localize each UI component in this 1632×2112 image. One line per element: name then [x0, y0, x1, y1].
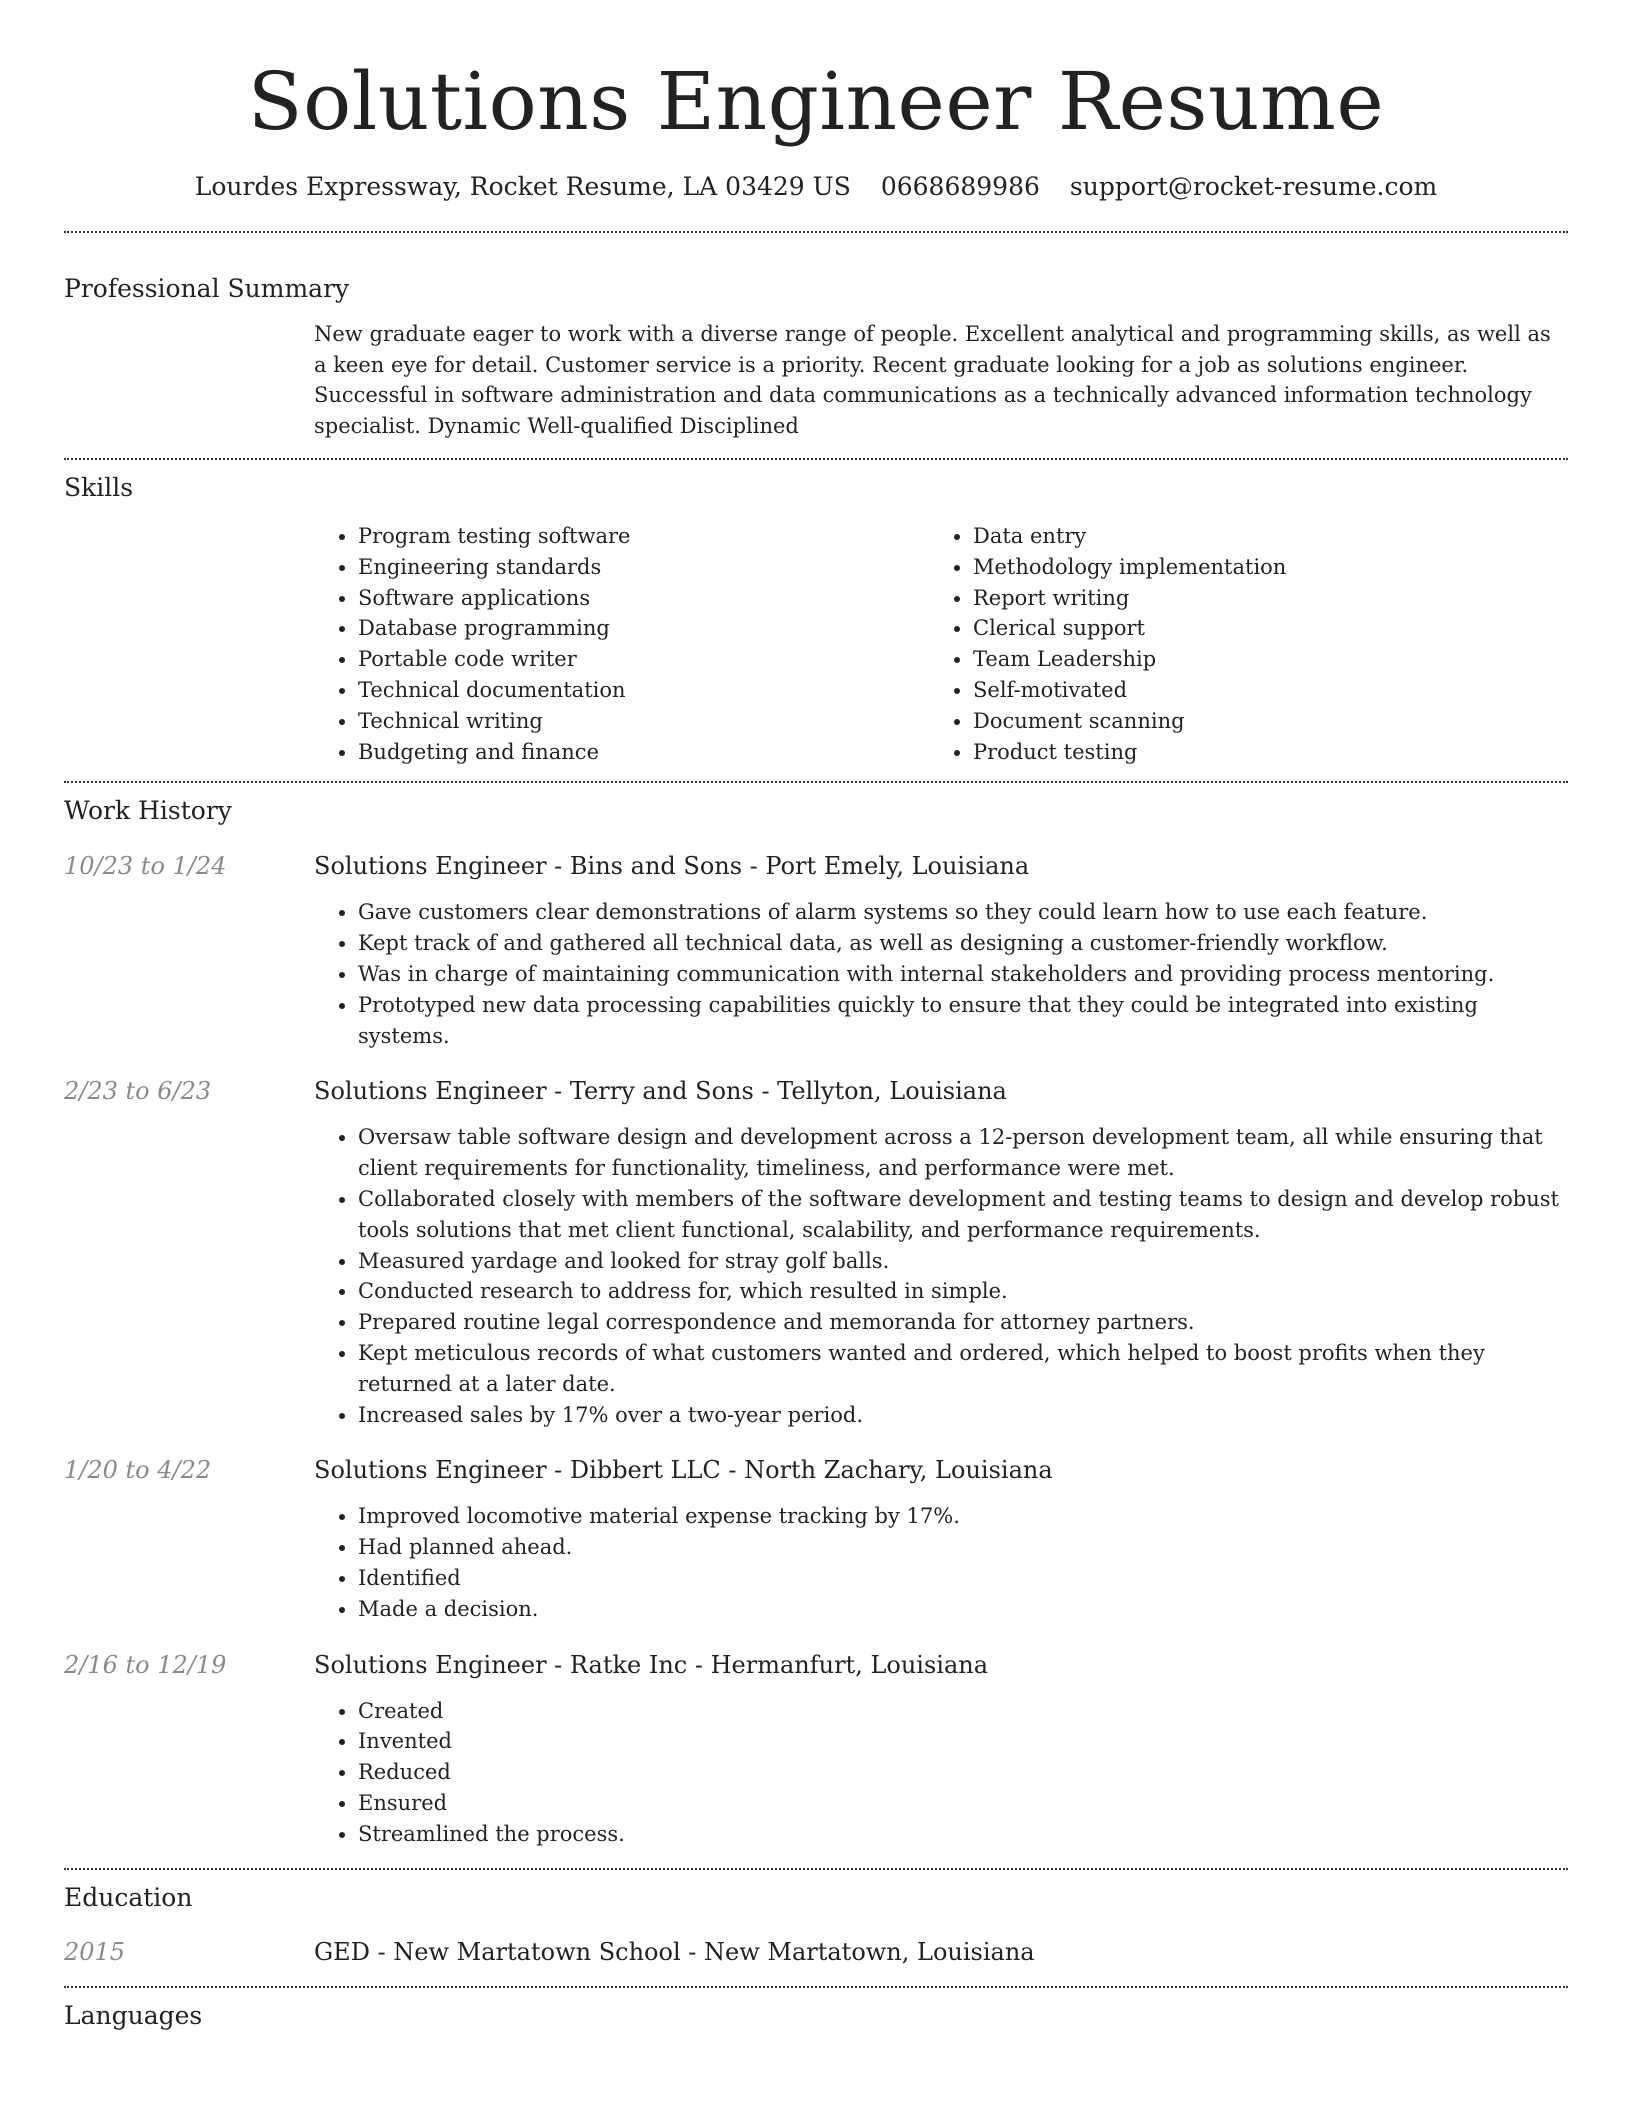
job-bullet: • Improved locomotive material expense tracking by 17%. [358, 1501, 1568, 1532]
skill-item: • Technical documentation [358, 675, 929, 706]
work-heading: Work History [64, 796, 232, 826]
job-bullet: • Prototyped new data processing capabilities quickly to ensure that they could be integrated into existing systems. [358, 990, 1568, 1052]
divider [64, 458, 1568, 460]
job-bullet: • Ensured [358, 1788, 1568, 1819]
job-entry [64, 1648, 1568, 1682]
education-heading: Education [64, 1882, 193, 1912]
job-entry [64, 849, 1568, 883]
skill-item: • Budgeting and finance [358, 737, 929, 768]
job-title: Solutions Engineer - Terry and Sons - Tellyton, Louisiana [314, 1077, 1007, 1106]
job-bullet: • Kept meticulous records of what customers wanted and ordered, which helped to boost profits when they returned at a later date. [358, 1338, 1568, 1400]
job-bullets [314, 897, 1568, 1051]
skill-item: • Database programming [358, 613, 929, 644]
job-bullet: • Increased sales by 17% over a two-year period. [358, 1400, 1568, 1431]
skill-item: • Methodology implementation [973, 552, 1544, 583]
skill-item: • Program testing software [358, 521, 929, 552]
job-entry [64, 1453, 1568, 1487]
job-date: 10/23 to 1/24 [64, 852, 227, 881]
skill-item: • Self-motivated [973, 675, 1544, 706]
resume-title: Solutions Engineer Resume [247, 55, 1385, 148]
skill-item: • Software applications [358, 583, 929, 614]
skill-item: • Engineering standards [358, 552, 929, 583]
job-bullet: • Identified [358, 1563, 1568, 1594]
job-title: Solutions Engineer - Dibbert LLC - North Zachary, Louisiana [314, 1456, 1053, 1485]
job-date: 2/23 to 6/23 [64, 1077, 212, 1106]
skills-list [314, 521, 1568, 767]
job-date: 1/20 to 4/22 [64, 1456, 212, 1485]
contact-line [64, 170, 1568, 204]
job-entry [64, 1074, 1568, 1108]
skill-item: • Data entry [973, 521, 1544, 552]
job-date: 2/16 to 12/19 [64, 1650, 227, 1679]
job-bullet: • Invented [358, 1726, 1568, 1757]
divider [64, 1986, 1568, 1988]
job-bullet: • Conducted research to address for, which resulted in simple. [358, 1276, 1568, 1307]
job-bullet: • Oversaw table software design and development across a 12-person development team, all while ensuring that client requirements for functionality, timeliness, and performance were met. [358, 1122, 1568, 1184]
resume-page [64, 0, 1568, 2033]
skill-item: • Clerical support [973, 613, 1544, 644]
skills-heading: Skills [64, 473, 134, 502]
education-date: 2015 [64, 1937, 126, 1966]
skill-item: • Portable code writer [358, 644, 929, 675]
contact-phone: 0668689986 [880, 172, 1040, 201]
education-title: GED - New Martatown School - New Martatown, Louisiana [314, 1937, 1035, 1966]
job-bullet: • Had planned ahead. [358, 1532, 1568, 1563]
job-bullet: • Gave customers clear demonstrations of alarm systems so they could learn how to use each feature. [358, 897, 1568, 928]
skills-column-left [314, 521, 929, 767]
job-bullet: • Streamlined the process. [358, 1819, 1568, 1850]
skill-item: • Report writing [973, 583, 1544, 614]
job-title: Solutions Engineer - Bins and Sons - Port Emely, Louisiana [314, 852, 1030, 881]
skill-item: • Technical writing [358, 706, 929, 737]
job-bullet: • Made a decision. [358, 1594, 1568, 1625]
divider [64, 781, 1568, 783]
job-bullet: • Kept track of and gathered all technical data, as well as designing a customer-friendly workflow. [358, 928, 1568, 959]
job-bullet: • Reduced [358, 1757, 1568, 1788]
job-bullet: • Created [358, 1696, 1568, 1727]
skills-column-right [929, 521, 1544, 767]
skill-item: • Team Leadership [973, 644, 1544, 675]
divider [64, 1868, 1568, 1870]
summary-text: New graduate eager to work with a diverse range of people. Excellent analytical and programming skills, as well as a keen eye for detail. Customer service is a priority. Recent graduate looking for a job as solutions engineer. Successful in software administration and data communications as a technically advanced information technology specialist. Dynamic Well-qualified Disciplined [314, 322, 1551, 438]
contact-email: support@rocket-resume.com [1069, 172, 1438, 201]
job-title: Solutions Engineer - Ratke Inc - Hermanfurt, Louisiana [314, 1650, 989, 1679]
job-bullets [314, 1501, 1568, 1624]
education-entry [64, 1935, 1568, 1969]
skill-item: • Document scanning [973, 706, 1544, 737]
contact-address: Lourdes Expressway, Rocket Resume, LA 03429 US [194, 172, 851, 201]
job-bullet: • Prepared routine legal correspondence and memoranda for attorney partners. [358, 1307, 1568, 1338]
job-bullets [314, 1696, 1568, 1850]
job-bullet: • Was in charge of maintaining communication with internal stakeholders and providing process mentoring. [358, 959, 1568, 990]
summary-heading: Professional Summary [64, 274, 350, 303]
job-bullet: • Collaborated closely with members of the software development and testing teams to design and develop robust tools solutions that met client functional, scalability, and performance requirements. [358, 1184, 1568, 1246]
job-bullet: • Measured yardage and looked for stray golf balls. [358, 1246, 1568, 1277]
divider [64, 231, 1568, 233]
job-bullets [314, 1122, 1568, 1430]
languages-heading: Languages [64, 2000, 203, 2030]
skill-item: • Product testing [973, 737, 1544, 768]
